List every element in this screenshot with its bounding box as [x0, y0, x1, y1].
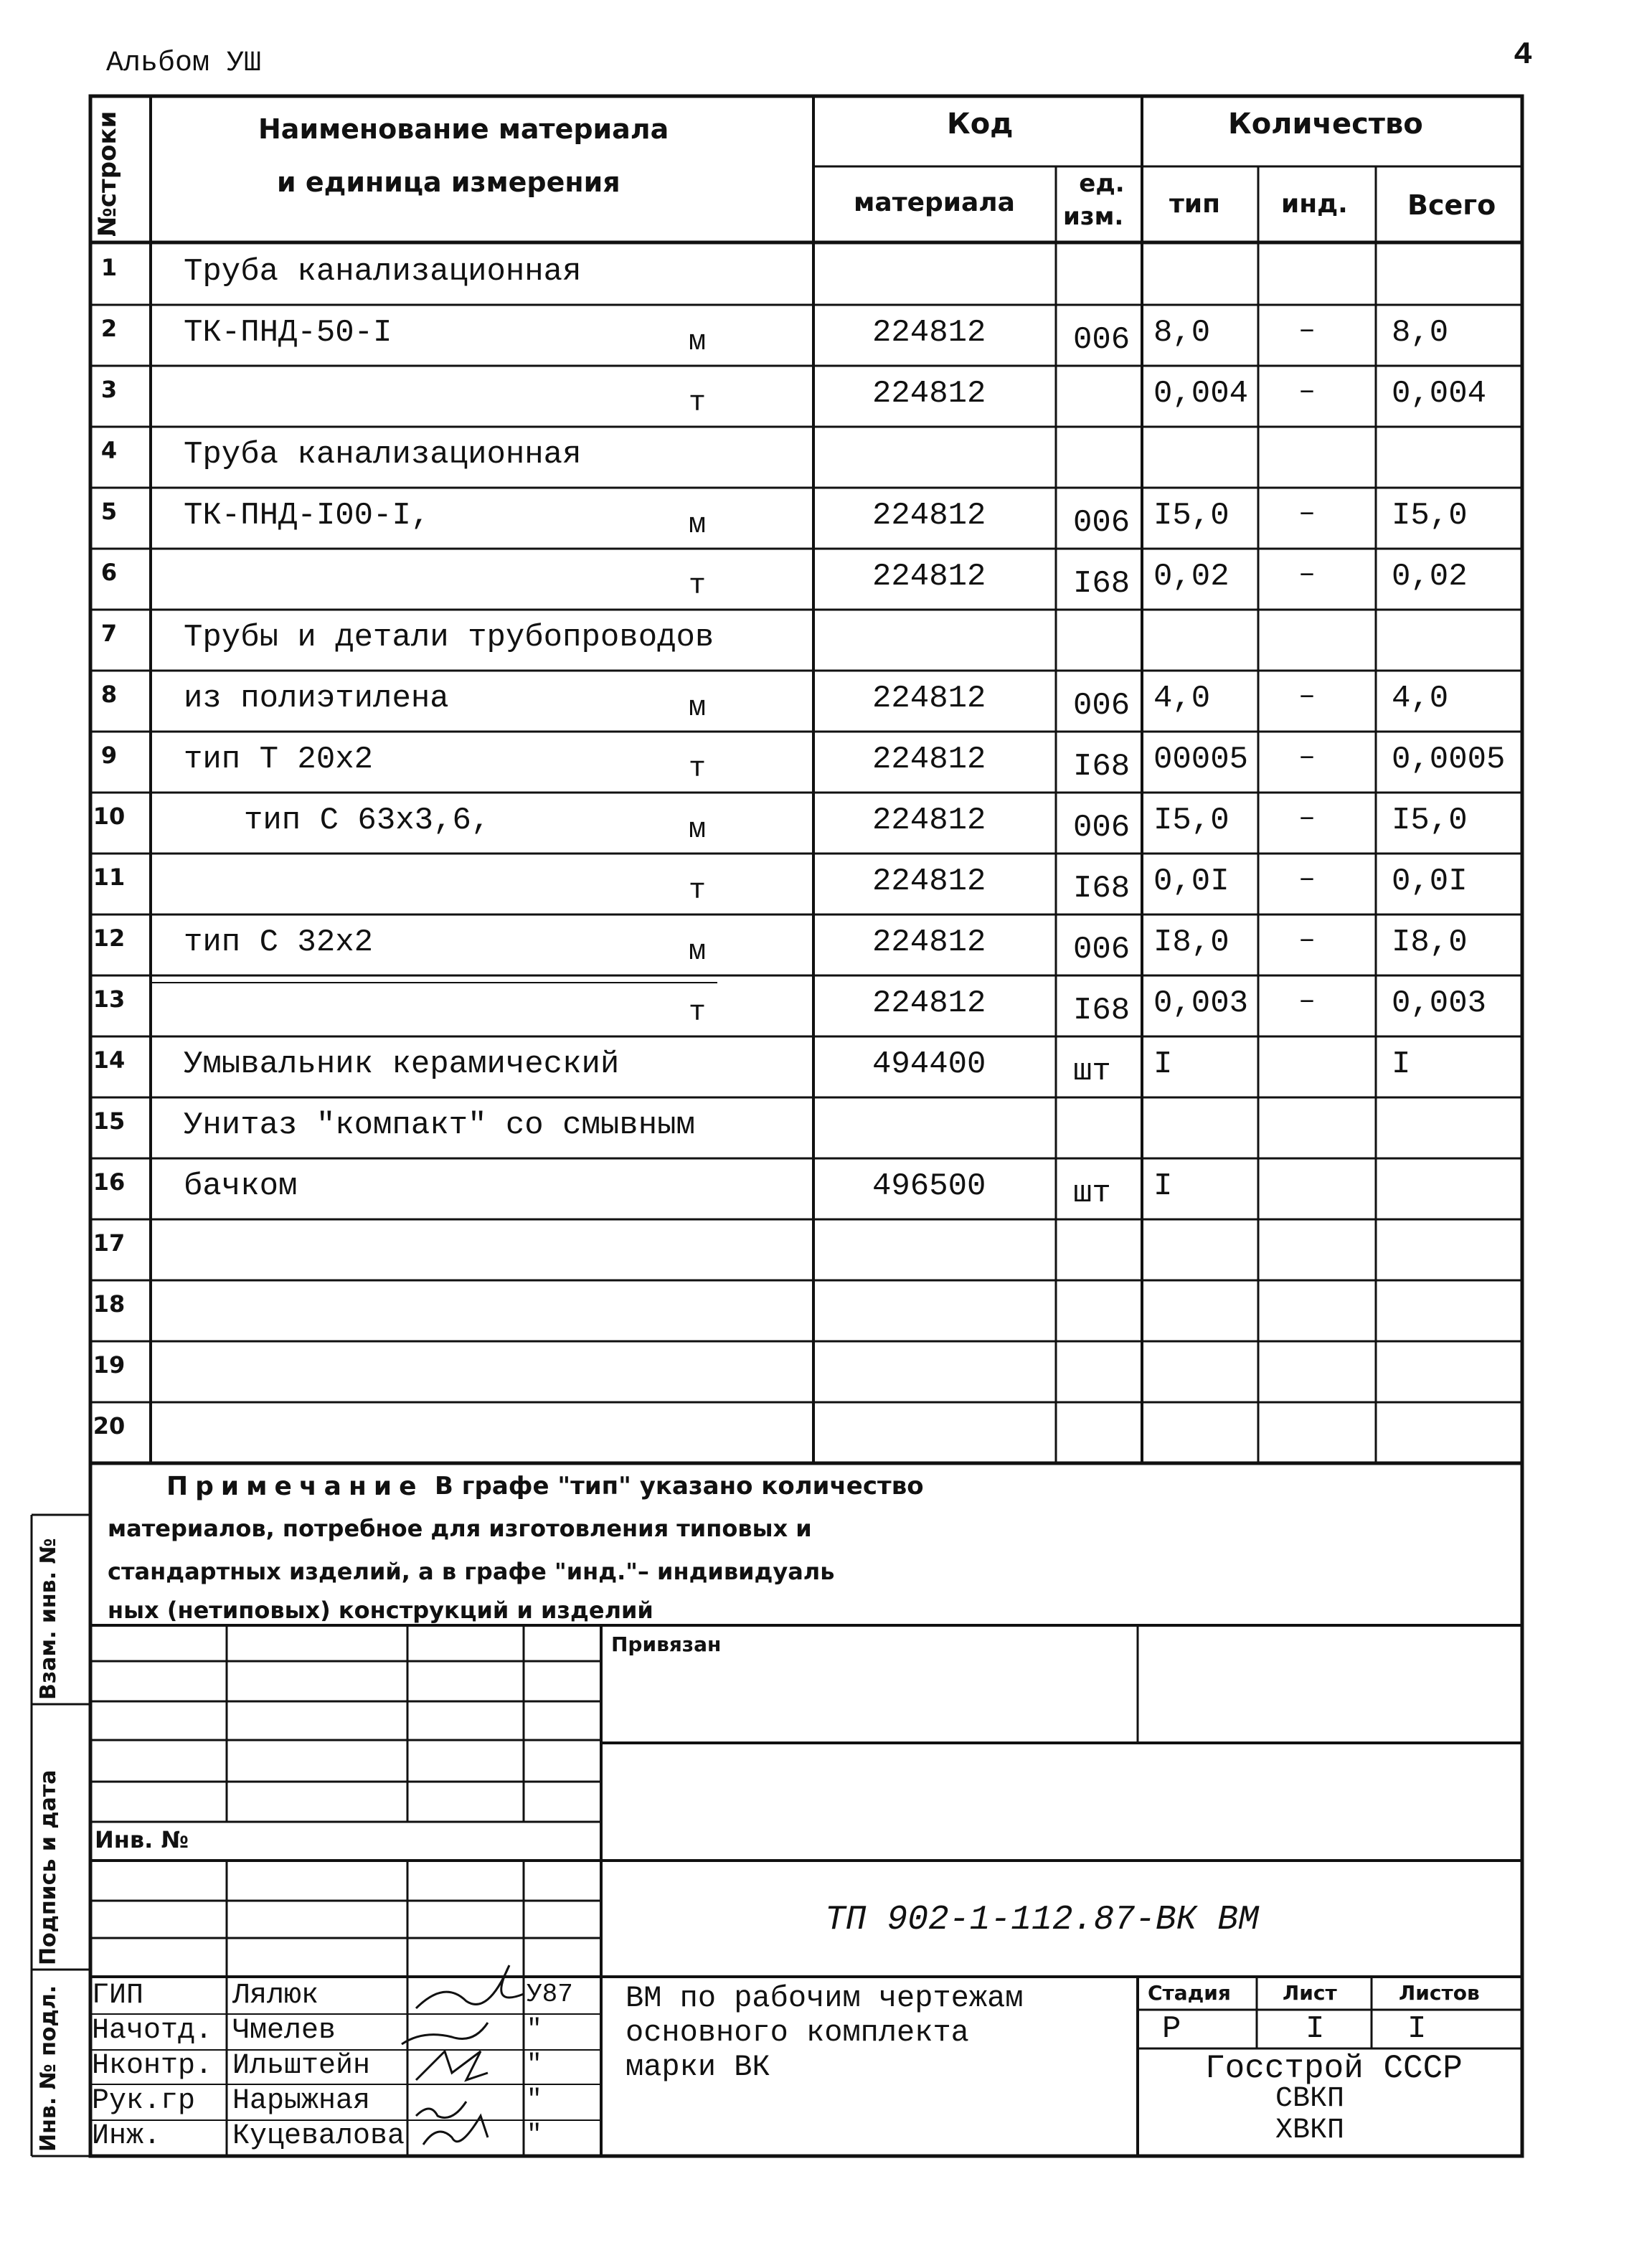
header-code: Код — [947, 108, 1014, 141]
signer-date: " — [527, 2085, 542, 2114]
signer-date: У87 — [527, 1980, 573, 2009]
row-number: 20 — [93, 1412, 126, 1440]
signer-name: Лялюк — [232, 1980, 319, 2012]
material-unit: т — [689, 875, 707, 907]
qty-total: 8,0 — [1392, 315, 1449, 351]
row-number: 2 — [100, 315, 118, 342]
qty-type: 00005 — [1153, 742, 1249, 778]
material-name: Трубы и детали трубопроводов — [184, 620, 714, 656]
qty-type: 8,0 — [1153, 315, 1211, 351]
header-unit-line1: ед. — [1079, 169, 1125, 198]
header-q-ind: инд. — [1281, 189, 1348, 219]
sheets-value: I — [1407, 2011, 1427, 2047]
stage-value: Р — [1162, 2011, 1181, 2047]
header-quantity: Количество — [1228, 108, 1423, 141]
material-name: тип С 63х3,6, — [244, 803, 491, 838]
material-unit: м — [689, 692, 707, 724]
note-line2: материалов, потребное для изготовления типовых и — [108, 1515, 812, 1542]
qty-type: 0,004 — [1153, 376, 1249, 412]
qty-total: I — [1392, 1046, 1411, 1082]
qty-ind: – — [1298, 498, 1316, 530]
material-code: 224812 — [872, 498, 986, 534]
description-line3: марки ВК — [626, 2050, 770, 2084]
material-name: Труба канализационная — [184, 254, 582, 290]
row-number: 15 — [93, 1107, 126, 1135]
qty-ind: – — [1298, 986, 1316, 1018]
row-number: 17 — [93, 1229, 126, 1257]
material-name: Унитаз "компакт" со смывным — [184, 1107, 695, 1143]
signer-name: Нарыжная — [232, 2085, 371, 2117]
material-unit: т — [689, 387, 707, 420]
qty-total: I5,0 — [1392, 498, 1468, 534]
stage-label: Стадия — [1148, 1981, 1231, 2005]
qty-total: 0,0005 — [1392, 742, 1506, 778]
material-code: 224812 — [872, 864, 986, 899]
margin-podpis: Подпись и дата — [36, 1769, 61, 1965]
qty-total: 0,02 — [1392, 559, 1468, 595]
sheet-label: Лист — [1283, 1981, 1337, 2005]
inv-no-label: Инв. № — [95, 1826, 189, 1853]
material-unit: м — [689, 326, 707, 359]
qty-ind: – — [1298, 742, 1316, 774]
qty-type: 0,02 — [1153, 559, 1229, 595]
unit-code: I68 — [1073, 871, 1131, 907]
signer-date: " — [527, 2050, 542, 2079]
row-number: 8 — [100, 681, 118, 708]
header-q-total: Всего — [1407, 189, 1496, 221]
qty-ind: – — [1298, 315, 1316, 347]
material-unit: т — [689, 753, 707, 785]
material-name: бачком — [184, 1168, 298, 1204]
qty-total: I5,0 — [1392, 803, 1468, 838]
margin-inv-podl: Инв. № подл. — [36, 1985, 61, 2152]
unit-code: 006 — [1073, 505, 1131, 541]
unit-code: 006 — [1073, 688, 1131, 724]
material-name: ТК-ПНД-50-I — [184, 315, 392, 351]
row-number: 5 — [100, 498, 118, 525]
row-number: 6 — [100, 559, 118, 586]
material-unit: т — [689, 997, 707, 1029]
privyazan-label: Привязан — [611, 1632, 722, 1656]
note-line3: стандартных изделий, а в графе "инд."– индивидуаль — [108, 1558, 835, 1585]
signer-name: Куцевалова — [232, 2120, 405, 2152]
page-number: 4 — [1514, 37, 1533, 73]
unit-code: I68 — [1073, 993, 1131, 1029]
qty-type: I — [1153, 1046, 1173, 1082]
signer-role: ГИП — [92, 1980, 144, 2012]
material-code: 224812 — [872, 803, 986, 838]
description-line1: ВМ по рабочим чертежам — [626, 1981, 1024, 2015]
qty-type: I8,0 — [1153, 925, 1229, 960]
unit-code: I68 — [1073, 566, 1131, 602]
album-label: Альбом УШ — [106, 47, 262, 80]
material-name: Труба канализационная — [184, 437, 582, 473]
org-line3: ХВКП — [1275, 2114, 1345, 2147]
signer-name: Ильштейн — [232, 2050, 371, 2082]
row-number: 18 — [93, 1290, 126, 1318]
row-number: 13 — [93, 986, 126, 1013]
qty-type: 0,0I — [1153, 864, 1229, 899]
signer-role: Начотд. — [92, 2015, 213, 2047]
org-line1: Госстрой СССР — [1205, 2050, 1463, 2087]
org-line2: СВКП — [1275, 2083, 1345, 2115]
qty-type: I5,0 — [1153, 803, 1229, 838]
qty-type: I — [1153, 1168, 1173, 1204]
row-number: 12 — [93, 925, 126, 952]
row-number: 16 — [93, 1168, 126, 1196]
header-q-type: тип — [1169, 189, 1220, 219]
note-label: Примечание — [166, 1472, 424, 1501]
material-unit: м — [689, 814, 707, 846]
material-code: 224812 — [872, 376, 986, 412]
unit-code: 006 — [1073, 322, 1131, 358]
material-code: 224812 — [872, 559, 986, 595]
signer-role: Инж. — [92, 2120, 161, 2152]
row-number: 7 — [100, 620, 118, 647]
qty-ind: – — [1298, 559, 1316, 591]
material-code: 494400 — [872, 1046, 986, 1082]
signer-role: Нконтр. — [92, 2050, 213, 2082]
signer-date: " — [527, 2120, 542, 2150]
row-number: 4 — [100, 437, 118, 464]
header-code-material: материала — [854, 188, 1015, 217]
signer-name: Чмелев — [232, 2015, 336, 2047]
sheets-label: Листов — [1399, 1981, 1480, 2005]
header-unit-line2: изм. — [1063, 202, 1124, 231]
qty-ind: – — [1298, 376, 1316, 408]
row-number: 19 — [93, 1351, 126, 1379]
material-code: 496500 — [872, 1168, 986, 1204]
material-code: 224812 — [872, 742, 986, 778]
row-number: 3 — [100, 376, 118, 403]
qty-ind: – — [1298, 864, 1316, 896]
row-number: 1 — [100, 254, 118, 281]
qty-type: 0,003 — [1153, 986, 1249, 1021]
signature-scribbles — [402, 1965, 524, 2145]
qty-total: 0,0I — [1392, 864, 1468, 899]
unit-code: шт — [1073, 1176, 1111, 1211]
note-line1: В графе "тип" указано количество — [435, 1472, 924, 1500]
row-number: 11 — [93, 864, 126, 891]
qty-total: 0,003 — [1392, 986, 1487, 1021]
header-name-line2: и единица измерения — [277, 166, 620, 198]
material-code: 224812 — [872, 925, 986, 960]
qty-ind: – — [1298, 681, 1316, 713]
header-name-line1: Наименование материала — [258, 113, 669, 145]
header-row-number: №строки — [93, 110, 122, 237]
qty-ind: – — [1298, 925, 1316, 957]
unit-code: I68 — [1073, 749, 1131, 785]
material-code: 224812 — [872, 986, 986, 1021]
material-name: ТК-ПНД-I00-I, — [184, 498, 430, 534]
material-name: тип С 32х2 — [184, 925, 374, 960]
qty-total: 0,004 — [1392, 376, 1487, 412]
note-line4: ных (нетиповых) конструкций и изделий — [108, 1597, 653, 1624]
qty-type: 4,0 — [1153, 681, 1211, 717]
material-unit: м — [689, 936, 707, 968]
material-unit: т — [689, 570, 707, 602]
unit-code: шт — [1073, 1054, 1111, 1090]
signer-date: " — [527, 2015, 542, 2044]
unit-code: 006 — [1073, 932, 1131, 968]
material-name: Умывальник керамический — [184, 1046, 620, 1082]
row-number: 10 — [93, 803, 126, 830]
material-code: 224812 — [872, 681, 986, 717]
margin-vzam: Взам. инв. № — [36, 1538, 61, 1700]
material-name: тип Т 20х2 — [184, 742, 374, 778]
row-number: 14 — [93, 1046, 126, 1074]
document-code: ТП 902-1-112.87-ВК ВМ — [825, 1901, 1259, 1939]
material-unit: м — [689, 509, 707, 542]
row-number: 9 — [100, 742, 118, 769]
qty-type: I5,0 — [1153, 498, 1229, 534]
sheet-value: I — [1306, 2011, 1325, 2047]
unit-code: 006 — [1073, 810, 1131, 846]
material-name: из полиэтилена — [184, 681, 449, 717]
qty-total: I8,0 — [1392, 925, 1468, 960]
signer-role: Рук.гр — [92, 2085, 196, 2117]
qty-ind: – — [1298, 803, 1316, 835]
description-line2: основного комплекта — [626, 2015, 969, 2050]
material-code: 224812 — [872, 315, 986, 351]
qty-total: 4,0 — [1392, 681, 1449, 717]
